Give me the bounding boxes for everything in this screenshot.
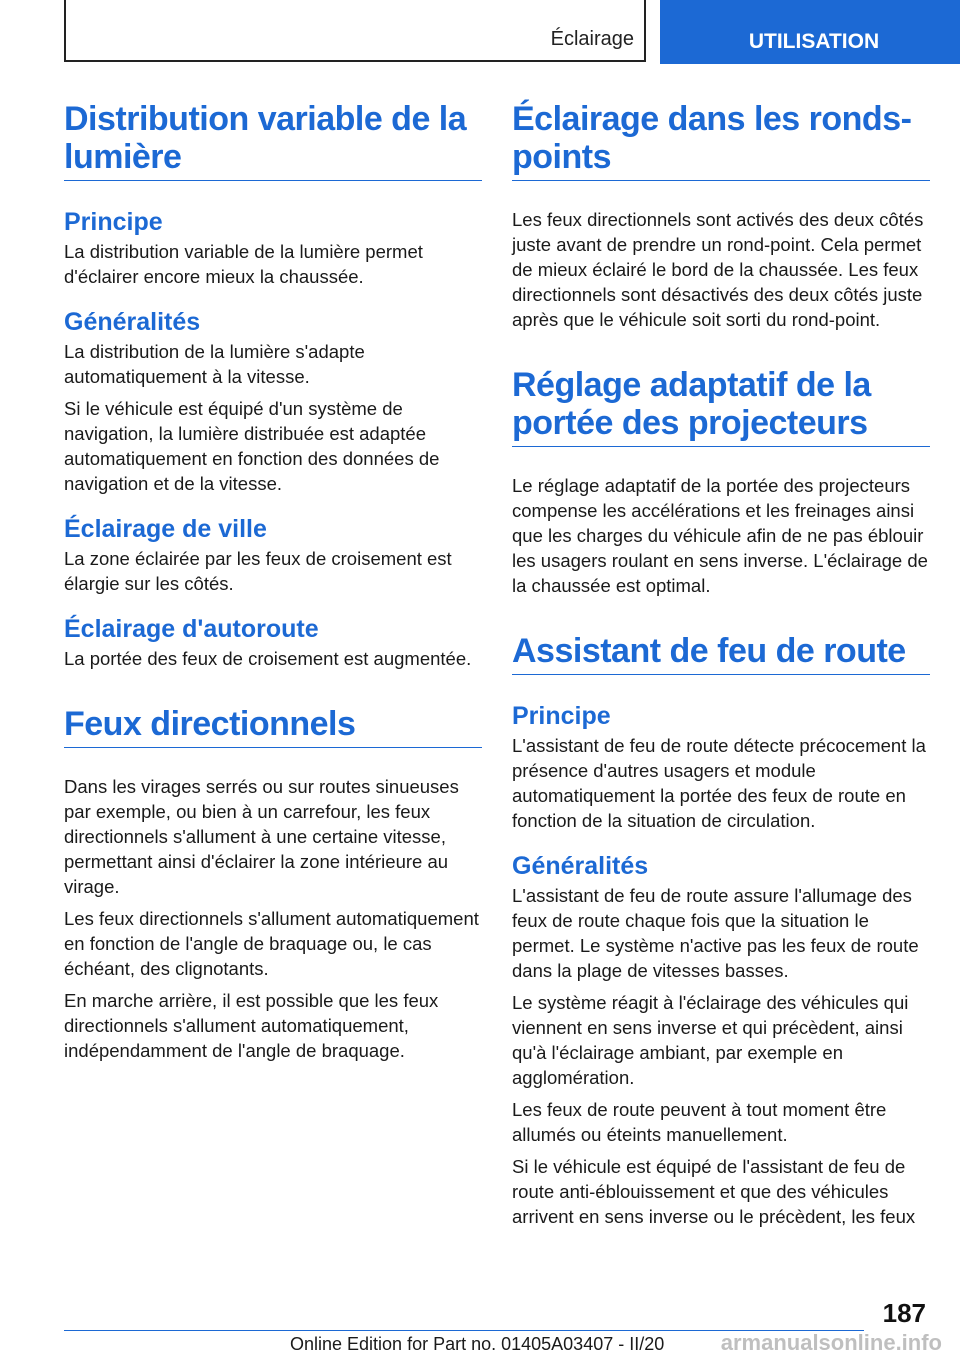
paragraph-eclairage-ville: La zone éclairée par les feux de croisement est élargie sur les côtés.: [64, 548, 452, 594]
heading-principe: Principe: [64, 208, 163, 236]
paragraph-feux-1: Dans les virages serrés ou sur routes sinueuses par exemple, ou bien à un carrefour, les feux directionnels s'allument à une certaine vitesse, permettant ainsi d'éclairer la zone intérieure au virage.: [64, 776, 459, 897]
paragraph-principe: La distribution variable de la lumière permet d'éclairer encore mieux la chaussée.: [64, 241, 423, 287]
paragraph-generalites-4: Si le véhicule est équipé de l'assistant de feu de route anti-éblouissement et que des véhicules arrivent en sens inverse ou le précèdent, les feux: [512, 1156, 916, 1227]
paragraph-reglage-adaptatif: Le réglage adaptatif de la portée des projecteurs compense les accélérations et les freinages ainsi que les charges du véhicule afin de ne pas éblouir les usagers roulant en sens inverse. L'éclairage de la chaussée est optimal.: [512, 475, 928, 596]
paragraph-generalites-2: Le système réagit à l'éclairage des véhicules qui viennent en sens inverse et qui précèdent, ainsi qu'à l'éclairage ambiant, par exemple en agglomération.: [512, 992, 909, 1088]
paragraph-generalites-3: Les feux de route peuvent à tout moment être allumés ou éteints manuellement.: [512, 1099, 887, 1145]
header-section-title: Éclairage: [550, 28, 634, 50]
paragraph-ronds-points: Les feux directionnels sont activés des deux côtés juste avant de prendre un rond-point. Cela permet de mieux éclairé le bord de la chaussée. Les feux directionnels sont désactivés des deux côtés juste après que le véhicule soit sorti du rond-point.: [512, 209, 924, 330]
footer-edition-text: Online Edition for Part no. 01405A03407 - II/20: [290, 1334, 665, 1354]
heading-eclairage-ville: Éclairage de ville: [64, 515, 267, 543]
heading-principe: Principe: [512, 702, 611, 730]
heading-assistant-feu-route: Assistant de feu de route: [512, 632, 930, 675]
watermark: armanualsonline.info: [720, 1330, 942, 1355]
page-number: 187: [882, 1298, 926, 1328]
heading-feux-directionnels: Feux directionnels: [64, 705, 482, 748]
heading-distribution-variable: Distribution variable de la lumière: [64, 100, 482, 181]
heading-ronds-points: Éclairage dans les ronds-points: [512, 100, 930, 181]
heading-eclairage-autoroute: Éclairage d'autoroute: [64, 615, 319, 643]
paragraph-generalites-2: Si le véhicule est équipé d'un système de navigation, la lumière distribuée est adaptée automatiquement en fonction des données de navigation et de la vitesse.: [64, 398, 440, 494]
paragraph-generalites-1: L'assistant de feu de route assure l'allumage des feux de route chaque fois que la situation le permet. Le système n'active pas les feux de route dans la plage de vitesses basses.: [512, 885, 919, 981]
paragraph-principe: L'assistant de feu de route détecte précocement la présence d'autres usagers et module automatiquement la portée des feux de route en fonction de la situation de circulation.: [512, 735, 926, 831]
paragraph-feux-2: Les feux directionnels s'allument automatiquement en fonction de l'angle de braquage ou, le cas échéant, des clignotants.: [64, 908, 479, 979]
paragraph-generalites-1: La distribution de la lumière s'adapte automatiquement à la vitesse.: [64, 341, 365, 387]
paragraph-eclairage-autoroute: La portée des feux de croisement est augmentée.: [64, 648, 472, 669]
heading-reglage-adaptatif: Réglage adaptatif de la portée des projecteurs: [512, 366, 930, 447]
paragraph-feux-3: En marche arrière, il est possible que les feux directionnels s'allument automatiquement, indépendamment de l'angle de braquage.: [64, 990, 439, 1061]
left-column: [64, 100, 482, 1070]
right-column: [512, 100, 930, 1236]
header-chapter-tab[interactable]: UTILISATION: [660, 0, 960, 64]
heading-generalites: Généralités: [64, 308, 201, 336]
header-section-box: [64, 0, 646, 62]
heading-generalites: Généralités: [512, 852, 649, 880]
